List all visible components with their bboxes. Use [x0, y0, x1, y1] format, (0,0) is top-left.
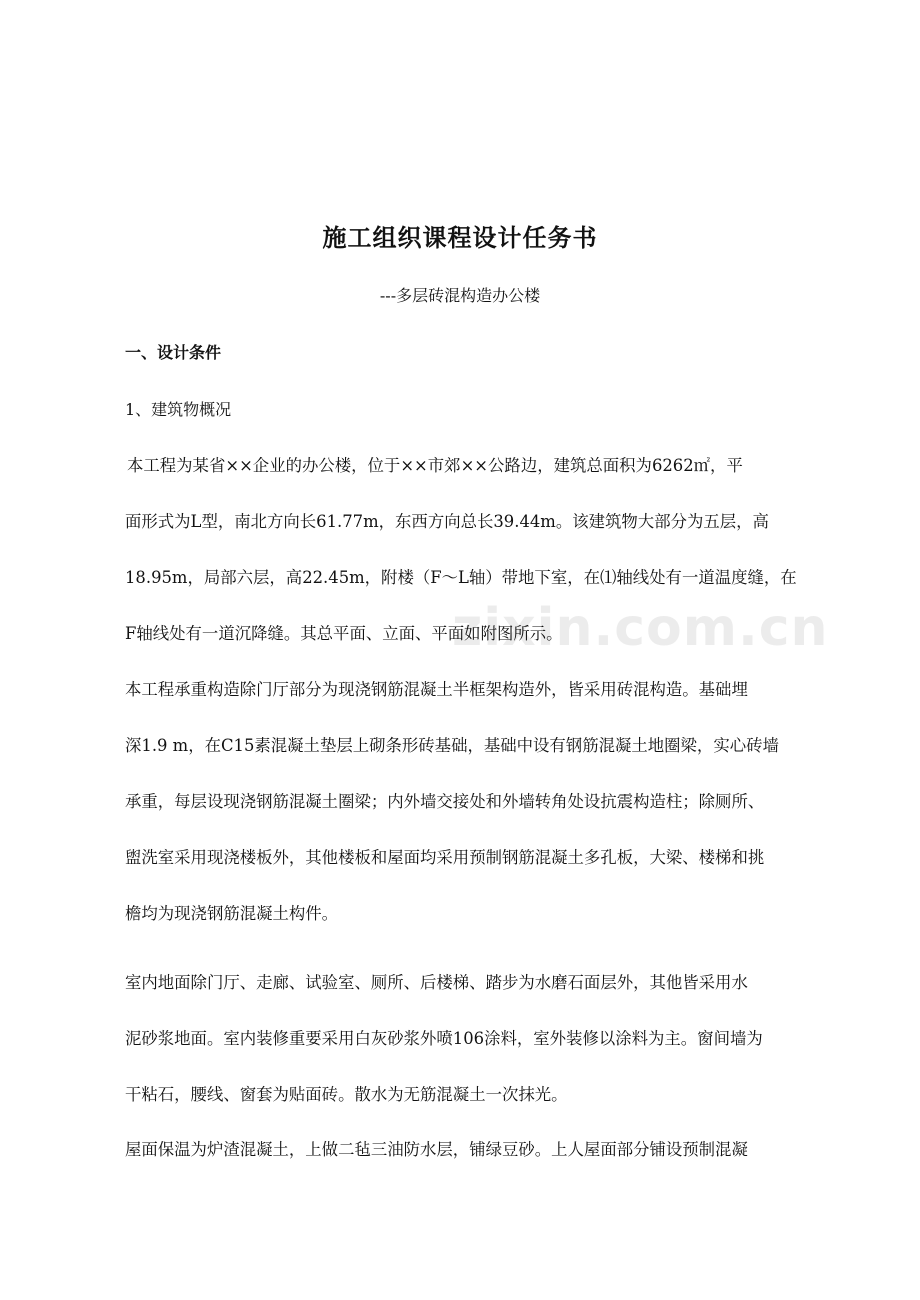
paragraph-line: 干粘石，腰线、窗套为贴面砖。散水为无筋混凝土一次抹光。 [125, 1085, 568, 1104]
paragraph-line: 本工程承重构造除门厅部分为现浇钢筋混凝土半框架构造外，皆采用砖混构造。基础埋 [125, 680, 748, 699]
paragraph-line: 深1.9 m，在C15素混凝土垫层上砌条形砖基础，基础中设有钢筋混凝土地圈梁，实心砖墙 [125, 736, 779, 755]
paragraph-line: 屋面保温为炉渣混凝土，上做二毡三油防水层，铺绿豆砂。上人屋面部分铺设预制混凝 [125, 1140, 748, 1159]
document-subtitle: ---多层砖混构造办公楼 [379, 286, 541, 305]
paragraph-line: F轴线处有一道沉降缝。其总平面、立面、平面如附图所示。 [125, 624, 563, 643]
paragraph-line: 承重，每层设现浇钢筋混凝土圈梁；内外墙交接处和外墙转角处设抗震构造柱；除厕所、 [125, 792, 765, 811]
document-title: 施工组织课程设计任务书 [322, 224, 598, 252]
paragraph-line: 面形式为L型，南北方向长61.77m，东西方向总长39.44m。该建筑物大部分为五层，高 [125, 512, 769, 531]
paragraph-roof [125, 1122, 795, 1178]
paragraph-line: 泥砂浆地面。室内装修重要采用白灰砂浆外喷106涂料，室外装修以涂料为主。窗间墙为 [125, 1029, 763, 1048]
section-heading: 一、设计条件 [125, 343, 222, 362]
paragraph-line: 檐均为现浇钢筋混凝土构件。 [125, 904, 339, 923]
watermark: zixin.com.cn [452, 598, 829, 658]
paragraph-finishes [125, 955, 795, 1123]
paragraph-line: 18.95m，局部六层，高22.45m，附楼（F～L轴）带地下室，在⑴轴线处有一道温度缝，在 [125, 568, 797, 587]
paragraph-line: 室内地面除门厅、走廊、试验室、厕所、后楼梯、踏步为水磨石面层外，其他皆采用水 [125, 973, 748, 992]
paragraph-structure [125, 662, 795, 942]
subsection-heading: 1、建筑物概况 [125, 400, 232, 419]
paragraph-building-overview [125, 438, 795, 662]
paragraph-line: 盥洗室采用现浇楼板外，其他楼板和屋面均采用预制钢筋混凝土多孔板，大梁、楼梯和挑 [125, 848, 765, 867]
paragraph-line: 本工程为某省××企业的办公楼，位于××市郊××公路边，建筑总面积为6262㎡，平 [127, 456, 743, 475]
